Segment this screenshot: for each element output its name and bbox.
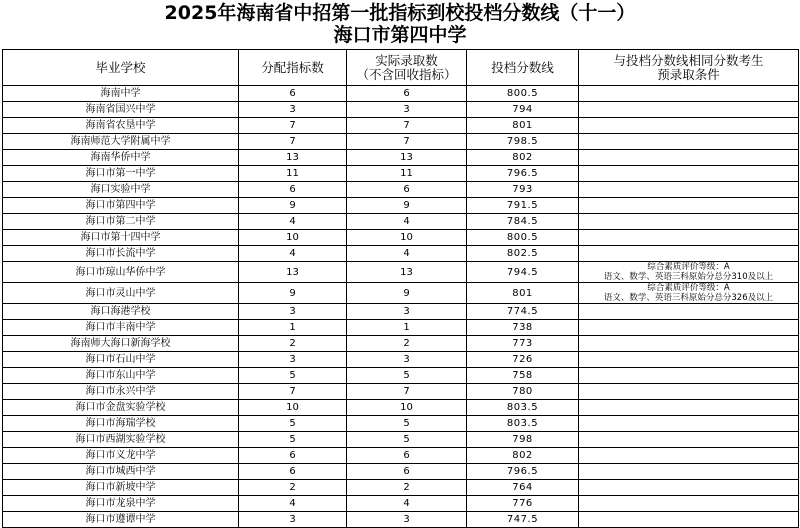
- admitted-cell: 6: [347, 86, 467, 102]
- table-row: [3, 464, 799, 480]
- admitted-cell: 11: [347, 166, 467, 182]
- condition-cell: [579, 166, 799, 182]
- condition-cell: [579, 214, 799, 230]
- condition-line1: 综合素质评价等级：A: [647, 283, 730, 293]
- school-cell: 海口市琼山华侨中学: [3, 262, 239, 283]
- admitted-cell: 1: [347, 320, 467, 336]
- score-cell: 776: [467, 496, 579, 512]
- admitted-cell: 13: [347, 262, 467, 283]
- admitted-cell: 5: [347, 416, 467, 432]
- condition-cell: [579, 230, 799, 246]
- condition-cell: [579, 118, 799, 134]
- quota-cell: 5: [239, 416, 347, 432]
- condition-cell: [579, 384, 799, 400]
- score-cell: 773: [467, 336, 579, 352]
- school-cell: 海口海港学校: [3, 304, 239, 320]
- table-row: [3, 448, 799, 464]
- score-cell: 802: [467, 448, 579, 464]
- score-cell: 794.5: [467, 262, 579, 283]
- school-cell: 海南师范大学附属中学: [3, 134, 239, 150]
- table-row: [3, 512, 799, 528]
- condition-cell: [579, 283, 799, 304]
- admitted-cell: 6: [347, 448, 467, 464]
- condition-line1: 综合素质评价等级：A: [647, 262, 730, 272]
- admitted-cell: 3: [347, 512, 467, 528]
- admitted-cell: 6: [347, 464, 467, 480]
- condition-cell: [579, 336, 799, 352]
- table-row: [3, 230, 799, 246]
- school-cell: 海口实验中学: [3, 182, 239, 198]
- admitted-cell: 13: [347, 150, 467, 166]
- score-cell: 758: [467, 368, 579, 384]
- school-cell: 海口市西湖实验学校: [3, 432, 239, 448]
- quota-cell: 4: [239, 214, 347, 230]
- admitted-cell: 10: [347, 230, 467, 246]
- table-row: [3, 416, 799, 432]
- quota-cell: 10: [239, 230, 347, 246]
- score-cell: 800.5: [467, 86, 579, 102]
- admitted-cell: 9: [347, 283, 467, 304]
- school-cell: 海口市灵山中学: [3, 283, 239, 304]
- table-row: [3, 182, 799, 198]
- table-row: [3, 432, 799, 448]
- quota-cell: 7: [239, 118, 347, 134]
- quota-cell: 4: [239, 246, 347, 262]
- table-row: [3, 214, 799, 230]
- quota-cell: 3: [239, 304, 347, 320]
- score-cell: 801: [467, 118, 579, 134]
- admitted-cell: 2: [347, 336, 467, 352]
- condition-cell: [579, 246, 799, 262]
- quota-cell: 9: [239, 198, 347, 214]
- table-row: [3, 262, 799, 283]
- admitted-cell: 5: [347, 368, 467, 384]
- admitted-cell: 7: [347, 134, 467, 150]
- school-cell: 海口市长流中学: [3, 246, 239, 262]
- table-row: [3, 496, 799, 512]
- school-cell: 海口市东山中学: [3, 368, 239, 384]
- admitted-cell: 5: [347, 432, 467, 448]
- table-row: [3, 283, 799, 304]
- quota-cell: 10: [239, 400, 347, 416]
- school-cell: 海南省农垦中学: [3, 118, 239, 134]
- table-row: [3, 320, 799, 336]
- table-row: [3, 198, 799, 214]
- school-cell: 海南师大海口新海学校: [3, 336, 239, 352]
- quota-cell: 2: [239, 480, 347, 496]
- admitted-cell: 2: [347, 480, 467, 496]
- score-cell: 738: [467, 320, 579, 336]
- school-cell: 海口市城西中学: [3, 464, 239, 480]
- quota-cell: 6: [239, 464, 347, 480]
- condition-cell: [579, 496, 799, 512]
- table-row: [3, 118, 799, 134]
- table-row: [3, 102, 799, 118]
- admitted-cell: 9: [347, 198, 467, 214]
- admitted-cell: 7: [347, 118, 467, 134]
- admitted-cell: 3: [347, 352, 467, 368]
- score-cell: 800.5: [467, 230, 579, 246]
- quota-cell: 7: [239, 384, 347, 400]
- admitted-cell: 4: [347, 246, 467, 262]
- condition-cell: [579, 448, 799, 464]
- admitted-cell: 4: [347, 214, 467, 230]
- quota-cell: 3: [239, 102, 347, 118]
- page-title: 2025年海南省中招第一批指标到校投档分数线（十一）: [164, 2, 636, 24]
- admitted-cell: 10: [347, 400, 467, 416]
- quota-cell: 13: [239, 262, 347, 283]
- table-row: [3, 246, 799, 262]
- condition-cell: [579, 368, 799, 384]
- header-school: 毕业学校: [3, 50, 239, 86]
- quota-cell: 4: [239, 496, 347, 512]
- school-cell: 海口市第四中学: [3, 198, 239, 214]
- condition-line2: 语文、数学、英语三科原始分总分310及以上: [603, 272, 774, 282]
- table-row: [3, 352, 799, 368]
- score-cell: 801: [467, 283, 579, 304]
- quota-cell: 6: [239, 182, 347, 198]
- table-row: [3, 480, 799, 496]
- quota-cell: 1: [239, 320, 347, 336]
- condition-cell: [579, 464, 799, 480]
- condition-cell: [579, 102, 799, 118]
- school-cell: 海口市石山中学: [3, 352, 239, 368]
- table-row: [3, 368, 799, 384]
- condition-cell: [579, 416, 799, 432]
- header-admitted-line1: 实际录取数: [375, 52, 438, 68]
- score-cell: 796.5: [467, 464, 579, 480]
- school-cell: 海口市遵谭中学: [3, 512, 239, 528]
- score-cell: 798.5: [467, 134, 579, 150]
- school-cell: 海南华侨中学: [3, 150, 239, 166]
- table-row: [3, 400, 799, 416]
- header-admitted-line2: （不含回收指标）: [356, 66, 457, 82]
- school-cell: 海口市第十四中学: [3, 230, 239, 246]
- quota-cell: 5: [239, 368, 347, 384]
- table-row: [3, 166, 799, 182]
- quota-cell: 3: [239, 512, 347, 528]
- header-condition: [579, 50, 799, 86]
- condition-cell: [579, 480, 799, 496]
- school-cell: 海南省国兴中学: [3, 102, 239, 118]
- quota-cell: 3: [239, 352, 347, 368]
- condition-cell: [579, 352, 799, 368]
- condition-line2: 语文、数学、英语三科原始分总分326及以上: [603, 293, 774, 303]
- header-score: 投档分数线: [467, 50, 579, 86]
- condition-cell: [579, 150, 799, 166]
- header-admitted: [347, 50, 467, 86]
- page-subtitle: 海口市第四中学: [333, 24, 467, 46]
- score-cell: 802: [467, 150, 579, 166]
- quota-cell: 13: [239, 150, 347, 166]
- score-cell: 774.5: [467, 304, 579, 320]
- admitted-cell: 6: [347, 182, 467, 198]
- quota-cell: 6: [239, 448, 347, 464]
- admitted-cell: 7: [347, 384, 467, 400]
- score-cell: 798: [467, 432, 579, 448]
- condition-cell: [579, 304, 799, 320]
- score-cell: 726: [467, 352, 579, 368]
- quota-cell: 9: [239, 283, 347, 304]
- condition-cell: [579, 262, 799, 283]
- table-header-row: [3, 50, 799, 86]
- table-row: [3, 150, 799, 166]
- header-condition-line2: 预录取条件: [657, 66, 720, 82]
- score-cell: 780: [467, 384, 579, 400]
- table-row: [3, 336, 799, 352]
- table-row: [3, 384, 799, 400]
- school-cell: 海口市龙泉中学: [3, 496, 239, 512]
- condition-cell: [579, 320, 799, 336]
- condition-cell: [579, 512, 799, 528]
- score-cell: 747.5: [467, 512, 579, 528]
- score-cell: 764: [467, 480, 579, 496]
- school-cell: 海南中学: [3, 86, 239, 102]
- school-cell: 海口市义龙中学: [3, 448, 239, 464]
- score-table: [2, 49, 799, 528]
- school-cell: 海口市海瑞学校: [3, 416, 239, 432]
- table-row: [3, 86, 799, 102]
- school-cell: 海口市第二中学: [3, 214, 239, 230]
- quota-cell: 5: [239, 432, 347, 448]
- condition-cell: [579, 432, 799, 448]
- condition-cell: [579, 198, 799, 214]
- score-cell: 791.5: [467, 198, 579, 214]
- quota-cell: 6: [239, 86, 347, 102]
- school-cell: 海口市丰南中学: [3, 320, 239, 336]
- condition-cell: [579, 400, 799, 416]
- school-cell: 海口市金盘实验学校: [3, 400, 239, 416]
- score-cell: 784.5: [467, 214, 579, 230]
- school-cell: 海口市第一中学: [3, 166, 239, 182]
- score-cell: 796.5: [467, 166, 579, 182]
- school-cell: 海口市新坡中学: [3, 480, 239, 496]
- score-cell: 794: [467, 102, 579, 118]
- quota-cell: 11: [239, 166, 347, 182]
- score-cell: 793: [467, 182, 579, 198]
- header-quota: 分配指标数: [239, 50, 347, 86]
- admitted-cell: 3: [347, 304, 467, 320]
- admitted-cell: 4: [347, 496, 467, 512]
- quota-cell: 2: [239, 336, 347, 352]
- header-condition-line1: 与投档分数线相同分数考生: [613, 52, 764, 68]
- school-cell: 海口市永兴中学: [3, 384, 239, 400]
- condition-cell: [579, 86, 799, 102]
- score-cell: 803.5: [467, 400, 579, 416]
- table-row: [3, 134, 799, 150]
- condition-cell: [579, 182, 799, 198]
- table-row: [3, 304, 799, 320]
- quota-cell: 7: [239, 134, 347, 150]
- score-cell: 802.5: [467, 246, 579, 262]
- condition-cell: [579, 134, 799, 150]
- score-cell: 803.5: [467, 416, 579, 432]
- admitted-cell: 3: [347, 102, 467, 118]
